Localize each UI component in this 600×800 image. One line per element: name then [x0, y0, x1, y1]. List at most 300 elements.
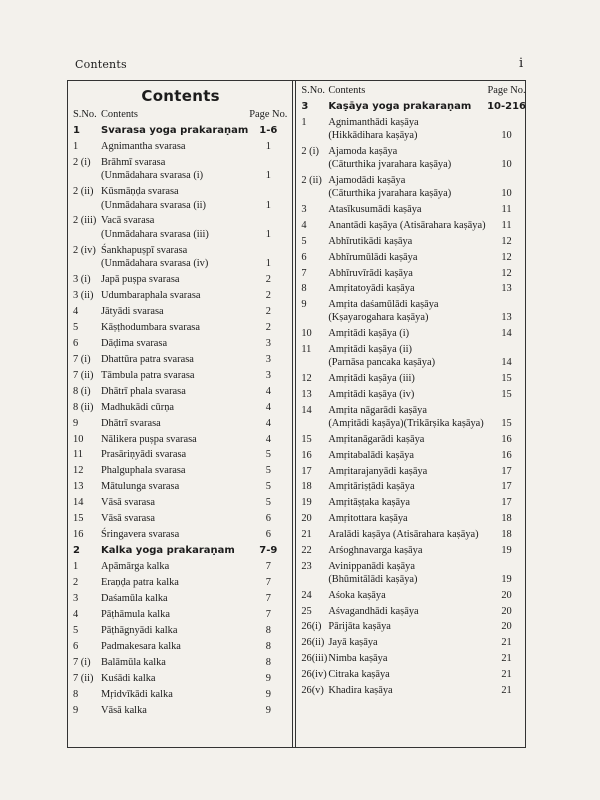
toc-entry-row: [301, 480, 527, 493]
entry-title: [328, 668, 485, 681]
entry-title-line: Amṛitādi kaṣāya (ii): [328, 344, 412, 356]
entry-sno: 19: [301, 497, 312, 509]
entry-sno: 8: [301, 283, 307, 295]
entry-title: [328, 652, 485, 665]
toc-entry-row: [73, 608, 288, 621]
entry-title: [101, 321, 248, 334]
entry-title: [101, 337, 248, 350]
entry-title-line: Japā puṣpa svarasa: [101, 273, 180, 285]
section-heading-row: [73, 124, 288, 137]
toc-entry-row: [301, 298, 527, 324]
entry-title-line: Jayā kaṣāya: [328, 637, 378, 649]
toc-entry-row: [73, 321, 288, 334]
entry-sno: 9: [73, 417, 79, 429]
entry-title: [101, 124, 248, 137]
entry-sno: 9: [73, 704, 79, 716]
entry-title: [101, 480, 248, 493]
entry-sno: 4: [301, 220, 307, 232]
entry-title-line: Amṛitatoyādi kaṣāya: [328, 283, 415, 295]
entry-title: [101, 273, 248, 286]
entry-page: 10-216: [487, 101, 527, 113]
toc-entry-row: [73, 656, 288, 669]
toc-entry-row: [73, 704, 288, 717]
entry-title-line: Śringavera svarasa: [101, 529, 180, 541]
entry-title: [328, 388, 485, 401]
toc-entry-row: [301, 636, 527, 649]
entry-title-line: Eraṇḍa patra kalka: [101, 577, 179, 589]
entry-title-line: Kaṣāya yoga prakaraṇam: [328, 101, 472, 113]
entry-title: [101, 448, 248, 461]
entry-title: [328, 684, 485, 697]
entry-title-line: Aśoka kaṣāya: [328, 589, 386, 601]
column-header: [301, 84, 527, 97]
entry-title: [101, 185, 248, 211]
toc-entry-row: [73, 592, 288, 605]
entry-page: 12: [501, 235, 512, 247]
entry-subtitle-line: (Amṛitādi kaṣāya)(Trikārṣika kaṣāya): [328, 418, 484, 430]
entry-title-line: Abhīruvīrādi kaṣāya: [328, 267, 413, 279]
entry-page: 5: [265, 497, 271, 509]
entry-page: 17: [501, 481, 512, 493]
header-sno: S.No.: [301, 85, 325, 96]
toc-entry-row: [73, 369, 288, 382]
entry-page: 15: [501, 418, 512, 430]
entry-sno: 25: [301, 605, 312, 617]
toc-entry-row: [73, 289, 288, 302]
toc-entry-row: [301, 267, 527, 280]
entry-sno: 26(iii): [301, 653, 328, 665]
entry-page: 10: [501, 159, 512, 171]
entry-title-line: Daśamūla kalka: [101, 593, 168, 605]
entry-page: 4: [265, 433, 271, 445]
toc-entry-row: [301, 116, 527, 142]
toc-entry-row: [73, 244, 288, 270]
entry-sno: 20: [301, 513, 312, 525]
toc-entry-row: [73, 185, 288, 211]
entry-title: [101, 214, 248, 240]
entry-title-line: Agnimanthādi kaṣāya: [328, 117, 419, 129]
entry-title-line: Aśvagandhādi kaṣāya: [328, 605, 419, 617]
entry-title: [101, 353, 248, 366]
entry-subtitle-line: (Cāturthika jvarahara kaṣāya): [328, 159, 452, 171]
toc-entry-row: [301, 620, 527, 633]
entry-subtitle-line: (Parnāsa pancaka kaṣāya): [328, 357, 436, 369]
entry-title-line: Amṛitādi kaṣāya (i): [328, 328, 410, 340]
entry-title: [101, 289, 248, 302]
entry-page: 12: [501, 251, 512, 263]
toc-entry-row: [301, 684, 527, 697]
entry-title-line: Tāmbula patra svarasa: [101, 369, 195, 381]
entry-sno: 10: [301, 328, 312, 340]
entry-page: 15: [501, 373, 512, 385]
entry-sno: 2 (i): [301, 146, 319, 158]
entry-sno: 4: [73, 305, 79, 317]
entry-title: [328, 636, 485, 649]
entry-page: 17: [501, 465, 512, 477]
entry-sno: 7 (ii): [73, 369, 94, 381]
entry-title-line: Kāṣṭhodumbara svarasa: [101, 321, 200, 333]
entry-title-line: Balāmūla kalka: [101, 657, 166, 669]
entry-page: 16: [501, 449, 512, 461]
toc-entry-row: [301, 605, 527, 618]
entry-page: 20: [501, 605, 512, 617]
entry-title: [101, 592, 248, 605]
entry-title-line: Pāṭhāmula kalka: [101, 609, 170, 621]
entry-page: 6: [265, 513, 271, 525]
entry-title-line: Vacā svarasa: [101, 215, 155, 227]
entry-sno: 1: [73, 561, 79, 573]
page-number: i: [519, 56, 524, 71]
entry-subtitle-line: (Unmādahara svarasa (iii): [101, 228, 209, 240]
toc-entry-row: [301, 544, 527, 557]
entry-page: 19: [501, 573, 512, 585]
entry-title: [328, 605, 485, 618]
entry-page: 7-9: [259, 545, 278, 557]
entry-title-line: Ajamoda kaṣāya: [328, 146, 398, 158]
entry-sno: 11: [73, 449, 84, 461]
entry-title: [101, 544, 248, 557]
entry-subtitle-line: (Unmādahara svarasa (iv): [101, 257, 209, 269]
entry-title: [328, 620, 485, 633]
entry-title: [328, 512, 485, 525]
toc-entry-row: [73, 624, 288, 637]
entry-title: [101, 464, 248, 477]
running-head: Contents: [75, 58, 127, 71]
entry-sno: 26(i): [301, 621, 322, 633]
entry-sno: 8: [73, 689, 79, 701]
entry-title: [101, 512, 248, 525]
entry-page: 10: [501, 188, 512, 200]
entry-page: 5: [265, 465, 271, 477]
entry-title: [101, 688, 248, 701]
entry-title-line: Mātulunga svarasa: [101, 481, 180, 493]
header-contents: Contents: [101, 109, 138, 120]
entry-title-line: Apāmārga kalka: [101, 561, 170, 573]
entry-page: 7: [265, 561, 271, 573]
entry-title: [328, 116, 485, 142]
entry-sno: 6: [73, 641, 79, 653]
entry-title: [328, 528, 485, 541]
header-page: Page No.: [487, 85, 526, 96]
entry-sno: 2 (i): [73, 157, 91, 169]
toc-entry-row: [301, 433, 527, 446]
entry-title: [328, 219, 485, 232]
toc-entry-row: [73, 528, 288, 541]
entry-title: [101, 401, 248, 414]
entry-page: 1: [265, 199, 271, 211]
entry-page: 3: [265, 369, 271, 381]
toc-entry-row: [301, 668, 527, 681]
entry-title-line: Kalka yoga prakaraṇam: [101, 545, 235, 557]
entry-title-line: Arśoghnavarga kaṣāya: [328, 544, 423, 556]
entry-title-line: Prasāriṇyādi svarasa: [101, 449, 187, 461]
toc-entry-row: [301, 512, 527, 525]
toc-entry-row: [73, 576, 288, 589]
toc-entry-row: [301, 449, 527, 462]
entry-page: 4: [265, 385, 271, 397]
entry-title: [101, 608, 248, 621]
entry-sno: 5: [301, 235, 307, 247]
toc-entry-row: [73, 214, 288, 240]
entry-page: 18: [501, 513, 512, 525]
entry-page: 3: [265, 337, 271, 349]
entry-sno: 10: [73, 433, 84, 445]
entry-sno: 13: [301, 389, 312, 401]
toc-entry-row: [73, 480, 288, 493]
contents-title: Contents: [141, 87, 220, 105]
entry-title-line: Śankhapuṣpī svarasa: [101, 244, 188, 256]
entry-title-line: Amṛitabalādi kaṣāya: [328, 449, 414, 461]
entry-title-line: Abhīrumūlādi kaṣāya: [328, 251, 418, 263]
entry-title-line: Phalguphala svarasa: [101, 465, 186, 477]
entry-title-line: Mṛidvīkādi kalka: [101, 689, 173, 701]
entry-sno: 9: [301, 299, 307, 311]
entry-title: [101, 496, 248, 509]
entry-sno: 6: [301, 251, 307, 263]
entry-title: [101, 672, 248, 685]
entry-sno: 6: [73, 337, 79, 349]
entry-page: 17: [501, 497, 512, 509]
entry-sno: 8 (ii): [73, 401, 94, 413]
entry-page: 2: [265, 321, 271, 333]
entry-title-line: Ajamodādi kaṣāya: [328, 175, 406, 187]
toc-entry-row: [301, 219, 527, 232]
entry-subtitle-line: (Kṣayarogahara kaṣāya): [328, 312, 429, 324]
entry-sno: 17: [301, 465, 312, 477]
entry-title: [101, 417, 248, 430]
entry-title: [328, 251, 485, 264]
toc-entry-row: [73, 640, 288, 653]
entry-page: 21: [501, 668, 512, 680]
entry-subtitle-line: (Unmādahara svarasa (ii): [101, 199, 207, 211]
entry-page: 2: [265, 273, 271, 285]
entry-title: [328, 203, 485, 216]
toc-entry-row: [301, 282, 527, 295]
entry-title: [101, 640, 248, 653]
entry-page: 2: [265, 289, 271, 301]
toc-entry-row: [73, 560, 288, 573]
entry-title-line: Amṛitottara kaṣāya: [328, 513, 408, 525]
entry-sno: 7 (ii): [73, 673, 94, 685]
entry-page: 8: [265, 641, 271, 653]
entry-page: 7: [265, 593, 271, 605]
entry-title-line: Dhātrī phala svarasa: [101, 385, 186, 397]
entry-page: 21: [501, 637, 512, 649]
entry-page: 21: [501, 684, 512, 696]
entry-title-line: Svarasa yoga prakaraṇam: [101, 125, 249, 137]
entry-title-line: Padmakesara kalka: [101, 641, 181, 653]
entry-sno: 3 (ii): [73, 289, 94, 301]
entry-title: [328, 267, 485, 280]
entry-sno: 3: [301, 101, 309, 113]
entry-sno: 7: [301, 267, 307, 279]
entry-page: 20: [501, 621, 512, 633]
toc-entry-row: [301, 388, 527, 401]
left-entry-list: [73, 124, 288, 717]
entry-title-line: Amṛitādi kaṣāya (iii): [328, 373, 415, 385]
entry-page: 4: [265, 417, 271, 429]
toc-entry-row: [301, 235, 527, 248]
entry-title-line: Abhīrutikādi kaṣāya: [328, 235, 413, 247]
entry-title: [328, 327, 485, 340]
entry-sno: 21: [301, 528, 312, 540]
entry-title: [101, 656, 248, 669]
toc-entry-row: [73, 385, 288, 398]
entry-page: 9: [265, 689, 271, 701]
entry-title-line: Amṛitādi kaṣāya (iv): [328, 389, 415, 401]
entry-title: [328, 235, 485, 248]
entry-page: 11: [501, 204, 512, 216]
entry-sno: 16: [301, 449, 312, 461]
entry-page: 2: [265, 305, 271, 317]
entry-sno: 7 (i): [73, 353, 91, 365]
entry-title-line: Brāhmī svarasa: [101, 157, 166, 169]
section-heading-row: [301, 100, 527, 113]
entry-sno: 11: [301, 344, 312, 356]
entry-page: 1-6: [259, 125, 278, 137]
toc-entry-row: [301, 589, 527, 602]
header-sno: S.No.: [73, 109, 97, 120]
toc-entry-row: [73, 353, 288, 366]
entry-title-line: Avinippanādi kaṣāya: [328, 560, 415, 572]
entry-page: 5: [265, 481, 271, 493]
toc-entry-row: [73, 688, 288, 701]
entry-sno: 2: [73, 545, 80, 557]
entry-sno: 13: [73, 481, 84, 493]
entry-subtitle-line: (Bhūmitālādi kaṣāya): [328, 573, 418, 585]
entry-page: 20: [501, 589, 512, 601]
entry-sno: 2 (iv): [73, 244, 96, 256]
entry-page: 1: [265, 141, 271, 153]
entry-sno: 2 (ii): [301, 175, 322, 187]
entry-title: [101, 433, 248, 446]
entry-title: [328, 298, 485, 324]
contents-table: [67, 80, 526, 748]
entry-title: [101, 624, 248, 637]
entry-title: [101, 156, 248, 182]
entry-title: [328, 282, 485, 295]
entry-page: 3: [265, 353, 271, 365]
toc-entry-row: [301, 327, 527, 340]
entry-sno: 26(ii): [301, 637, 325, 649]
entry-page: 14: [501, 328, 512, 340]
entry-sno: 5: [73, 321, 79, 333]
entry-sno: 26(iv): [301, 668, 327, 680]
entry-title-line: Dāḍima svarasa: [101, 337, 168, 349]
entry-title: [328, 372, 485, 385]
toc-entry-row: [73, 512, 288, 525]
entry-subtitle-line: (Hikkādihara kaṣāya): [328, 130, 418, 142]
entry-page: 8: [265, 625, 271, 637]
toc-entry-row: [301, 174, 527, 200]
entry-sno: 23: [301, 560, 312, 572]
header-page: Page No.: [249, 109, 288, 120]
entry-title: [328, 433, 485, 446]
entry-title-line: Khadira kaṣāya: [328, 684, 393, 696]
toc-entry-row: [73, 337, 288, 350]
entry-page: 21: [501, 653, 512, 665]
entry-title-line: Agnimantha svarasa: [101, 141, 186, 153]
entry-title: [101, 244, 248, 270]
entry-sno: 15: [73, 513, 84, 525]
toc-entry-row: [73, 464, 288, 477]
toc-entry-row: [301, 465, 527, 478]
entry-title-line: Dhattūra patra svarasa: [101, 353, 194, 365]
entry-title: [101, 305, 248, 318]
toc-entry-row: [73, 140, 288, 153]
toc-entry-row: [73, 448, 288, 461]
entry-page: 8: [265, 657, 271, 669]
entry-sno: 2 (ii): [73, 186, 94, 198]
toc-entry-row: [301, 145, 527, 171]
entry-page: 9: [265, 704, 271, 716]
toc-entry-row: [301, 372, 527, 385]
entry-title: [328, 544, 485, 557]
entry-sno: 12: [73, 465, 84, 477]
entry-title-line: Atasīkusumādi kaṣāya: [328, 204, 422, 216]
entry-title: [328, 480, 485, 493]
entry-sno: 18: [301, 481, 312, 493]
entry-title-line: Madhukādi cūrṇa: [101, 401, 174, 413]
entry-page: 18: [501, 528, 512, 540]
entry-title: [328, 560, 485, 586]
entry-title: [328, 496, 485, 509]
entry-page: 12: [501, 267, 512, 279]
entry-sno: 1: [301, 117, 307, 129]
header-contents: Contents: [328, 85, 366, 96]
entry-subtitle-line: (Cāturthika jvarahara kaṣāya): [328, 188, 452, 200]
entry-sno: 12: [301, 373, 312, 385]
entry-page: 1: [265, 170, 271, 182]
entry-title-line: Aralādi kaṣāya (Atisārahara kaṣāya): [328, 528, 479, 540]
entry-title-line: Amṛitanāgarādi kaṣāya: [328, 433, 425, 445]
right-entry-list: [301, 100, 527, 697]
entry-title-line: Vāsā svarasa: [101, 497, 155, 509]
entry-sno: 3 (i): [73, 273, 91, 285]
toc-entry-row: [73, 433, 288, 446]
entry-title: [328, 145, 485, 171]
entry-title-line: Dhātrī svarasa: [101, 417, 161, 429]
entry-title-line: Amṛita daśamūlādi kaṣāya: [328, 299, 439, 311]
entry-title: [101, 704, 248, 717]
entry-sno: 7 (i): [73, 657, 91, 669]
entry-title-line: Pāṭhāgnyādi kalka: [101, 625, 178, 637]
entry-title-line: Vāsā svarasa: [101, 513, 155, 525]
entry-title: [328, 465, 485, 478]
entry-sno: 26(v): [301, 684, 324, 696]
entry-page: 11: [501, 220, 512, 232]
toc-entry-row: [301, 251, 527, 264]
entry-sno: 1: [73, 125, 80, 137]
toc-entry-row: [73, 401, 288, 414]
entry-title: [328, 449, 485, 462]
entry-page: 4: [265, 401, 271, 413]
entry-page: 9: [265, 673, 271, 685]
section-heading-row: [73, 544, 288, 557]
entry-page: 13: [501, 312, 512, 324]
entry-page: 14: [501, 357, 512, 369]
right-column: [295, 81, 531, 747]
entry-sno: 3: [73, 593, 79, 605]
toc-entry-row: [301, 496, 527, 509]
entry-title-line: Nimba kaṣāya: [328, 653, 388, 665]
entry-title: [328, 174, 485, 200]
entry-title: [101, 560, 248, 573]
entry-sno: 8 (i): [73, 385, 91, 397]
entry-page: 15: [501, 389, 512, 401]
entry-title: [328, 343, 485, 369]
entry-title: [101, 369, 248, 382]
